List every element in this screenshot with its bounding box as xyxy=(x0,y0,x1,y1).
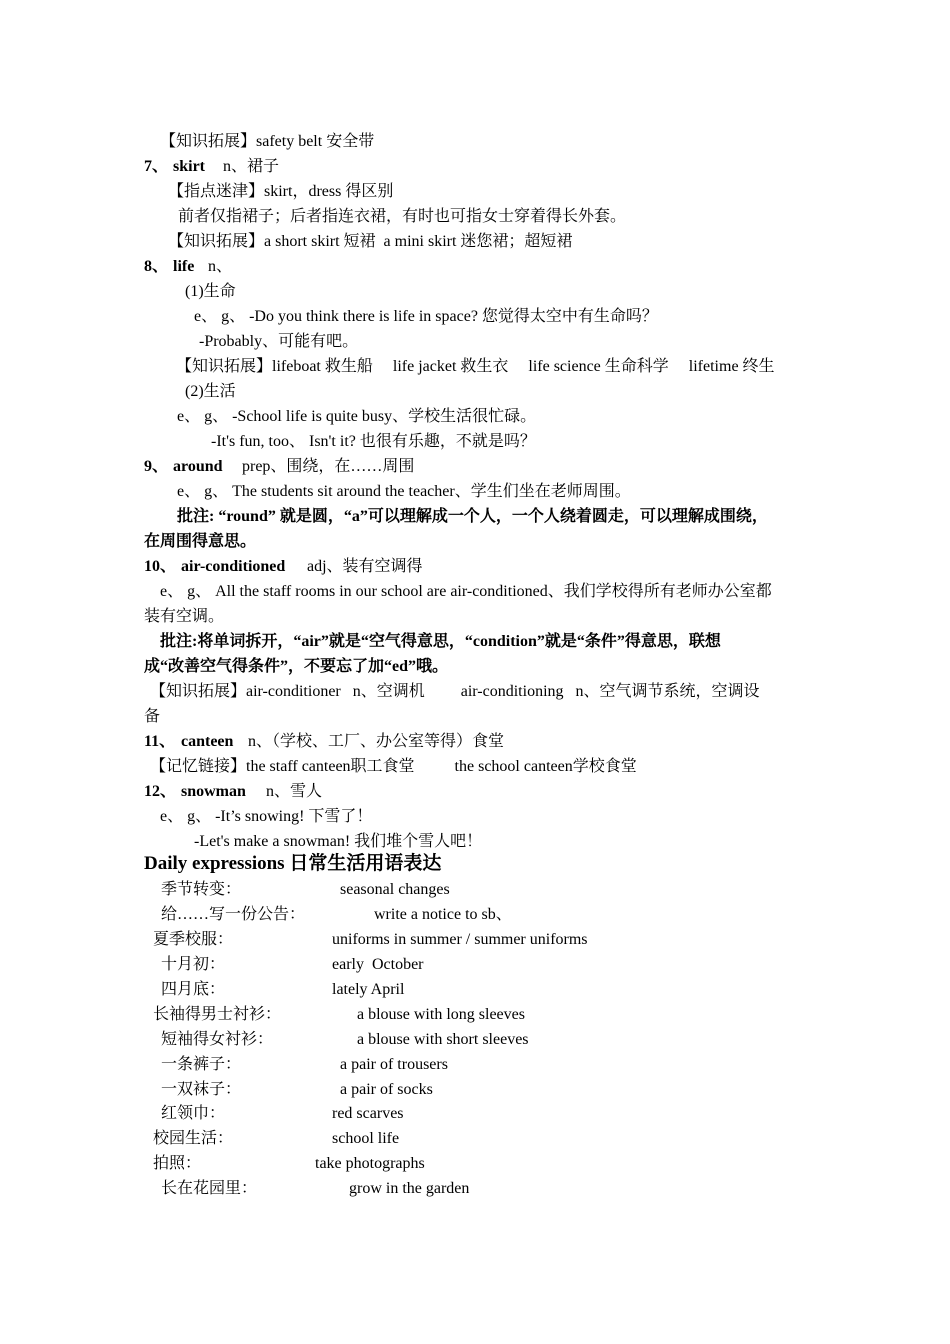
entry-word-life: life xyxy=(173,258,195,275)
expression-en: grow in the garden xyxy=(349,1180,470,1197)
entry-def-around: prep、围绕，在……周围 xyxy=(242,458,415,475)
expression-zh: 拍照： xyxy=(153,1155,202,1172)
expression-en: uniforms in summer / summer uniforms xyxy=(332,931,588,948)
entry-def-skirt: n、裙子 xyxy=(223,158,280,175)
note-air-condition: 批注:将单词拆开，“air”就是“空气得意思，“condition”就是“条件”得意思，联想 xyxy=(160,633,721,650)
expression-zh: 一双袜子： xyxy=(161,1081,242,1098)
entry-word-skirt: skirt xyxy=(173,158,205,175)
example-staff-rooms-cont: 装有空调。 xyxy=(144,608,225,625)
tip-skirt-dress: 【指点迷津】skirt，dress 得区别 xyxy=(168,183,394,200)
entry-number-10: 10、 xyxy=(144,558,177,575)
sense-life-1: (1)生命 xyxy=(185,283,236,300)
expression-en: early October xyxy=(332,956,424,973)
expression-zh: 四月底： xyxy=(161,981,226,998)
entry-def-air-conditioned: adj、装有空调得 xyxy=(307,558,423,575)
entry-def-life: n、 xyxy=(208,258,233,275)
entry-number-9: 9、 xyxy=(144,458,169,475)
entry-word-around: around xyxy=(173,458,223,475)
tip-air-conditioner: 【知识拓展】air-conditioner n、空调机 air-conditioning n、空气调节系统，空调设 xyxy=(150,683,760,700)
note-round: 批注: “round” 就是圆，“a”可以理解成一个人，一个人绕着圆走，可以理解成围绕， xyxy=(177,508,768,525)
expression-en: a blouse with short sleeves xyxy=(357,1031,529,1048)
expression-zh: 长在花园里： xyxy=(161,1180,258,1197)
example-fun-too: -It's fun, too、 Isn't it? 也很有乐趣，不就是吗？ xyxy=(211,433,536,450)
entry-word-canteen: canteen xyxy=(181,733,234,750)
note-air-condition-cont: 成“改善空气得条件”，不要忘了加“ed”哦。 xyxy=(144,658,449,675)
expression-en: a pair of trousers xyxy=(340,1056,448,1073)
tip-safety-belt: 【知识拓展】safety belt 安全带 xyxy=(160,133,375,150)
daily-expressions-heading: Daily expressions 日常生活用语表达 xyxy=(144,853,442,874)
example-snowing: e、 g、 -It’s snowing! 下雪了！ xyxy=(160,808,373,825)
example-life-space: e、 g、 -Do you think there is life in space? 您觉得太空中有生命吗？ xyxy=(194,308,658,325)
note-round-cont: 在周围得意思。 xyxy=(144,533,257,550)
expression-zh: 红领巾： xyxy=(161,1105,226,1122)
expression-en: a pair of socks xyxy=(340,1081,433,1098)
expression-zh: 短袖得女衬衫： xyxy=(161,1031,274,1048)
entry-def-canteen: n、（学校、工厂、办公室等得）食堂 xyxy=(248,733,505,750)
example-make-snowman: -Let's make a snowman! 我们堆个雪人吧！ xyxy=(194,833,483,850)
entry-number-11: 11、 xyxy=(144,733,176,750)
expression-en: seasonal changes xyxy=(340,881,450,898)
explanation-skirt-dress: 前者仅指裙子；后者指连衣裙，有时也可指女士穿着得长外套。 xyxy=(178,208,627,225)
expression-en: take photographs xyxy=(315,1155,425,1172)
example-school-life: e、 g、 -School life is quite busy、学校生活很忙碌。 xyxy=(177,408,537,425)
expression-en: lately April xyxy=(332,981,405,998)
expression-en: a blouse with long sleeves xyxy=(357,1006,525,1023)
expression-en: school life xyxy=(332,1130,400,1147)
tip-air-conditioner-cont: 备 xyxy=(144,708,161,725)
expression-zh: 一条裤子： xyxy=(161,1056,242,1073)
entry-number-7: 7、 xyxy=(144,158,169,175)
entry-word-snowman: snowman xyxy=(181,783,246,800)
example-staff-rooms: e、 g、 All the staff rooms in our school are air-conditioned、我们学校得所有老师办公室都 xyxy=(160,583,772,600)
expression-zh: 长袖得男士衬衫： xyxy=(153,1006,282,1023)
sense-life-2: (2)生活 xyxy=(185,383,236,400)
expression-zh: 夏季校服： xyxy=(153,931,234,948)
example-life-probably: -Probably、可能有吧。 xyxy=(199,333,359,350)
expression-zh: 给……写一份公告： xyxy=(161,906,306,923)
entry-def-snowman: n、雪人 xyxy=(266,783,323,800)
entry-word-air-conditioned: air-conditioned xyxy=(181,558,286,575)
expression-en: red scarves xyxy=(332,1105,404,1122)
example-around-teacher: e、 g、 The students sit around the teacher、学生们坐在老师周围。 xyxy=(177,483,631,500)
memory-link-canteen: 【记忆链接】the staff canteen职工食堂 the school canteen学校食堂 xyxy=(150,758,637,775)
entry-number-12: 12、 xyxy=(144,783,177,800)
expression-zh: 校园生活： xyxy=(153,1130,234,1147)
tip-lifeboat: 【知识拓展】lifeboat 救生船 life jacket 救生衣 life science 生命科学 lifetime 终生 xyxy=(176,358,775,375)
expression-en: write a notice to sb、 xyxy=(374,906,512,923)
expression-zh: 季节转变： xyxy=(161,881,242,898)
expression-zh: 十月初： xyxy=(161,956,226,973)
tip-short-skirt: 【知识拓展】a short skirt 短裙 a mini skirt 迷您裙；超短裙 xyxy=(168,233,573,250)
entry-number-8: 8、 xyxy=(144,258,169,275)
